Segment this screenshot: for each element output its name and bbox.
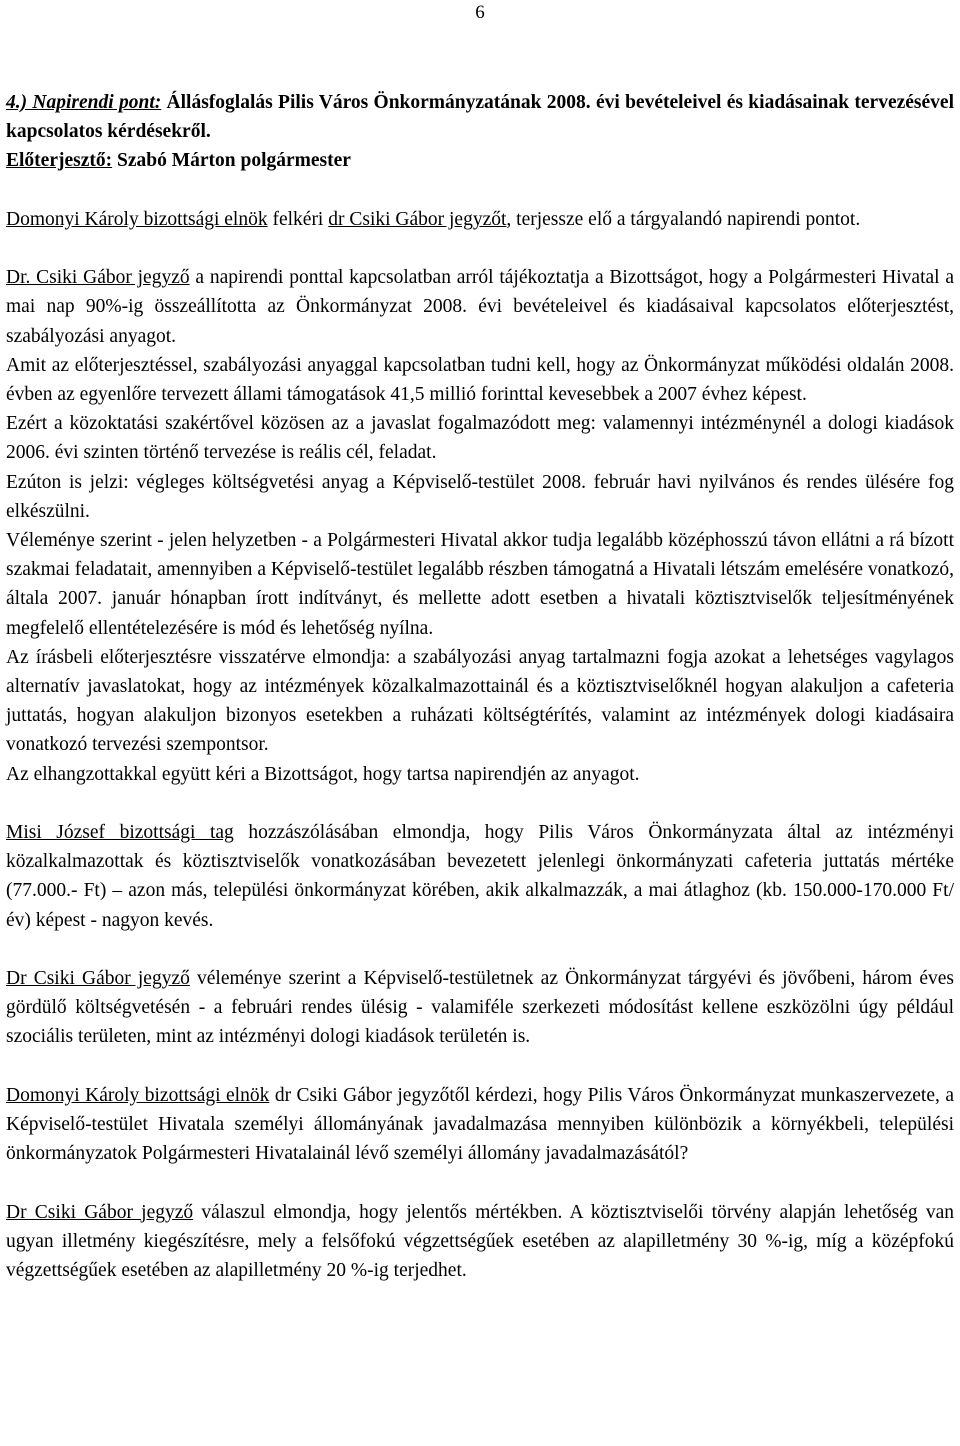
paragraph-9 (6, 818, 954, 935)
presenter-name: Szabó Márton polgármester (112, 150, 351, 172)
speaker-name: Dr Csiki Gábor jegyző (6, 968, 190, 990)
paragraph-text: véleménye szerint a Képviselő-testületnek az Önkormányzat tárgyévi és jövőbeni, három éves gördülő költségvetésén - a februári rendes ülésig - valamiféle szerkezeti módosítást kellene eszközölni úgy például szociális területen, mint az intézményi dologi kiadások területén is. (6, 968, 955, 1048)
speaker-name: Dr Csiki Gábor jegyző (6, 1201, 194, 1223)
paragraph-text: a napirendi ponttal kapcsolatban arról tájékoztatja a Bizottságot, hogy a Polgármesteri Hivatal a mai nap 90%-ig összeállította az Önkormányzat 2008. évi bevételeivel és kiadásaival kapcsolatos előterjesztést, szabályozási anyagot. (6, 267, 955, 347)
paragraph-12 (6, 1198, 954, 1286)
speaker-name: Domonyi Károly bizottsági elnök (6, 1084, 270, 1106)
paragraph-3: Amit az előterjesztéssel, szabályozási anyaggal kapcsolatban tudni kell, hogy az Önkormányzat működési oldalán 2008. évben az egyenlőre tervezett állami támogatások 41,5 millió forinttal kevesebbek a 2007 évhez képest. (6, 354, 954, 405)
paragraph-text: , terjessze elő a tárgyalandó napirendi pontot. (506, 208, 861, 230)
document-body (6, 88, 954, 1285)
paragraph-11 (6, 1081, 954, 1169)
paragraph-text: válaszul elmondja, hogy jelentős mértékben. A köztisztviselői törvény alapján lehetőség van ugyan illetmény kiegészítésre, mely a felsőfokú végzettségűek esetében az alapilletmény 30 %-ig, míg a középfokú végzettségűek esetében az alapilletmény 20 %-ig terjedhet. (6, 1201, 954, 1282)
agenda-title: Állásfoglalás Pilis Város Önkormányzatának 2008. évi bevételeivel és kiadásainak tervezésével kapcsolatos kérdésekről. (6, 92, 954, 143)
paragraph-5: Ezúton is jelzi: végleges költségvetési anyag a Képviselő-testület 2008. február havi nyilvános és rendes ülésére fog elkészülni. (6, 471, 954, 522)
presenter-label: Előterjesztő: (6, 150, 113, 172)
addressee-name: dr Csiki Gábor jegyzőt (328, 208, 507, 230)
speaker-name: Dr. Csiki Gábor jegyző (6, 267, 190, 289)
page-number: 6 (475, 2, 485, 23)
agenda-presenter (6, 146, 954, 175)
agenda-heading (6, 88, 954, 146)
paragraph-10 (6, 964, 954, 1052)
speaker-name: Misi József bizottsági tag (6, 822, 234, 844)
paragraph-6: Véleménye szerint - jelen helyzetben - a Polgármesteri Hivatal akkor tudja legalább középhosszú távon ellátni a rá bízott szakmai feladatait, amennyiben a Képviselő-testület legalább részben támogatná a Hivatali létszám emelésére vonatkozó, általa 2007. január hónapban írott indítványt, és mellette adott esetben a hivatali köztisztviselők teljesítményének megfelelő ellentételezésére is mód és lehetőség nyílna. (6, 530, 954, 639)
agenda-number-label: 4.) Napirendi pont: (6, 92, 162, 113)
paragraph-text: felkéri (267, 208, 329, 230)
paragraph-text: dr Csiki Gábor jegyzőtől kérdezi, hogy Pilis Város Önkormányzat munkaszervezete, a Képviselő-testület Hivatala személyi állományának javadalmazása mennyiben különbözik a környékbeli, települési önkormányzatok Polgármesteri Hivatalainál lévő személyi állomány javadalmazásától? (6, 1084, 954, 1165)
speaker-name: Domonyi Károly bizottsági elnök (6, 208, 268, 230)
paragraph-2 (6, 263, 954, 351)
paragraph-8: Az elhangzottakkal együtt kéri a Bizottságot, hogy tartsa napirendjén az anyagot. (6, 763, 640, 785)
paragraph-4: Ezért a közoktatási szakértővel közösen az a javaslat fogalmazódott meg: valamennyi intézménynél a dologi kiadások 2006. évi szinten történő tervezése is reális cél, feladat. (6, 413, 954, 464)
paragraph-1 (6, 205, 954, 234)
paragraph-text: hozzászólásában elmondja, hogy Pilis Város Önkormányzata által az intézményi közalkalmazottak és köztisztviselők vonatkozásában bevezetett jelenlegi önkormányzati cafeteria juttatás mértéke (77.000.- Ft) – azon más, települési önkormányzat körében, akik alkalmazzák, a mai átlaghoz (kb. 150.000-170.000 Ft/év) képest - nagyon kevés. (6, 822, 954, 931)
paragraph-7: Az írásbeli előterjesztésre visszatérve elmondja: a szabályozási anyag tartalmazni fogja azokat a lehetséges vagylagos alternatív javaslatokat, hogy az intézmények közalkalmazottainál és a köztisztviselőknél hogyan alakuljon a cafeteria juttatás, hogyan alakuljon bizonyos esetekben a ruházati költségtérítés, valamint az intézmények dologi kiadásaira vonatkozó tervezési szempontsor. (6, 646, 954, 756)
